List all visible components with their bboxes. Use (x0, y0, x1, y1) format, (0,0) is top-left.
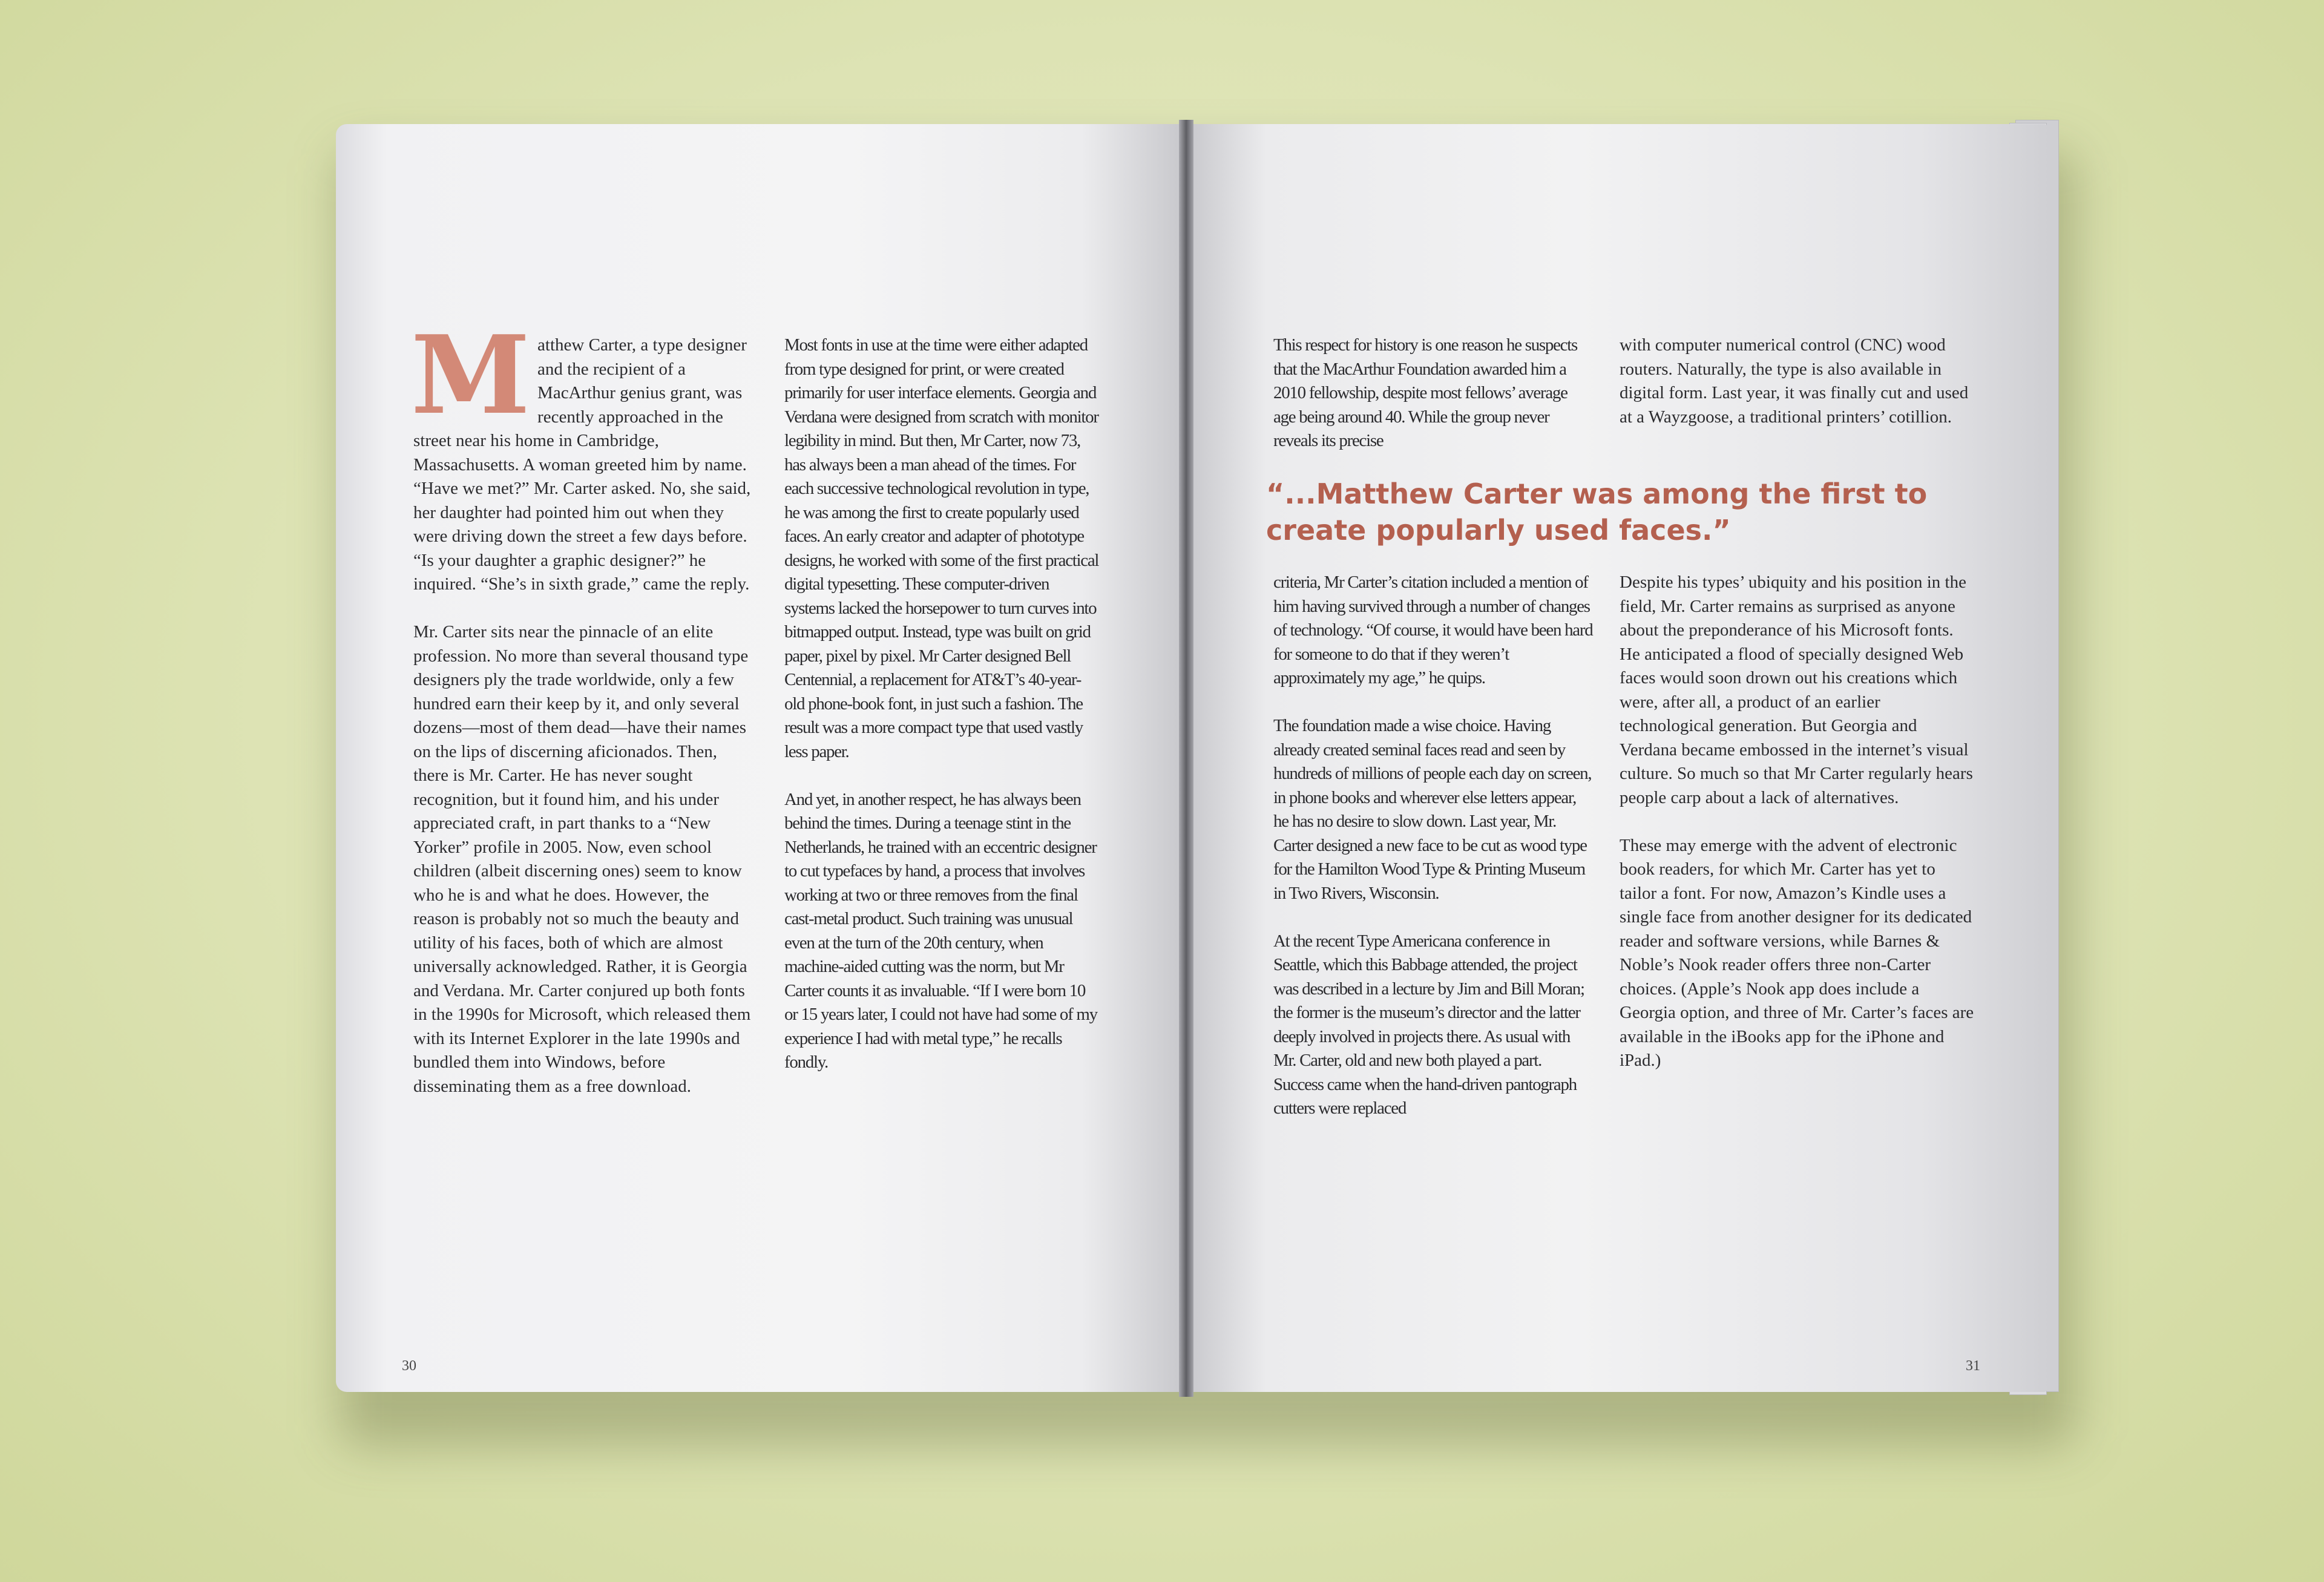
paragraph: At the recent Type Americana conference in Seattle, which this Babbage attended, the project was described in a lecture by Jim and Bill Moran; the former is the museum’s director and the latter deeply involved in projects there. As usual with Mr. Carter, old and new both played a part. Success came when the hand-driven pantograph cutters were replaced (1273, 931, 1584, 1118)
paragraph: with computer numerical control (CNC) wood routers. Naturally, the type is also available in digital form. Last year, it was finally cut and used at a Wayzgoose, a traditional printers’ cotillion. (1620, 335, 1969, 427)
paragraph: And yet, in another respect, he has always been behind the times. During a teenage stint in the Netherlands, he trained with an eccentric designer to cut typefaces by hand, a process that involves working at two or three removes from the final cast-metal product. Such training was unusual even at the turn of the 20th century, when machine-aided cutting was the norm, but Mr Carter counts it as invaluable. “If I were born 10 or 15 years later, I could not have had some of my experience I had with metal type,” he recalls fondly. (784, 789, 1097, 1072)
left-column-1 (411, 312, 752, 1123)
paragraph: Mr. Carter sits near the pinnacle of an elite profession. No more than several thousand type designers ply the trade worldwide, only a few hundred earn their keep by it, and only several dozens—most of them dead—have their names on the lips of discerning aficionados. Then, there is Mr. Carter. He has never sought recognition, but it found him, and his under appreciated craft, in part thanks to a “New Yorker” profile in 2005. Now, even school children (albeit discerning ones) seem to know who he is and what he does. However, the reason is probably not so much the beauty and utility of his faces, both of which are almost universally acknowledged. Rather, it is Georgia and Verdana. Mr. Carter conjured up both fonts in the 1990s for Microsoft, which released them with its Internet Explorer in the late 1990s and bundled them into Windows, before disseminating them as a free download. (413, 622, 751, 1096)
paragraph: The foundation made a wise choice. Having already created seminal faces read and seen by hundreds of millions of people each day on screen, in phone books and wherever else letters appear, he has no desire to slow down. Last year, Mr. Carter designed a new face to be cut as wood type for the Hamilton Wood Type & Printing Museum in Two Rivers, Wisconsin. (1273, 716, 1592, 903)
drop-cap: M (411, 312, 531, 438)
page-number-right: 31 (1966, 1358, 1980, 1374)
paragraph: Despite his types’ ubiquity and his position in the field, Mr. Carter remains as surprised as anyone about the preponderance of his Microsoft fonts. He anticipated a flood of specially designed Web faces would soon drown out his creations which were, after all, a product of an earlier technological generation. But Georgia and Verdana became embossed in the internet’s visual culture. So much so that Mr Carter regularly hears people carp about a lack of alternatives. (1620, 573, 1973, 807)
paragraph: Matthew Carter, a type designer and the recipient of a MacArthur genius grant, was recently approached in the street near his home in Cambridge, Massachusetts. A woman greeted him by name. “Have we met?” Mr. Carter asked. No, she said, her daughter had pointed him out when they were driving down the street a few days before. “Is your daughter a graphic designer?” he inquired. “She’s in sixth grade,” came the reply. (411, 312, 751, 594)
right-column-2 (1620, 571, 1977, 1097)
right-column-1 (1273, 571, 1594, 1144)
right-column-2-top (1620, 333, 1977, 453)
paragraph: Most fonts in use at the time were either adapted from type designed for print, or were created primarily for user interface elements. Georgia and Verdana were designed from scratch with monitor legibility in mind. But then, Mr Carter, now 73, has always been a man ahead of the times. For each successive technological revolution in type, he was among the first to create popularly used faces. An early creator and adapter of phototype designs, he worked with some of the first practical digital typesetting. These computer-driven systems lacked the horsepower to turn curves into bitmapped output. Instead, type was built on grid paper, pixel by pixel. Mr Carter designed Bell Centennial, a replacement for AT&T’s 40-year-old phone-book font, in just such a fashion. The result was a more compact type that used vastly less paper. (784, 335, 1099, 761)
left-column-2 (784, 333, 1099, 1098)
pull-quote: “...Matthew Carter was among the first to create popularly used faces.” (1266, 478, 1928, 546)
paragraph: This respect for history is one reason he suspects that the MacArthur Foundation awarded him a 2010 fellowship, despite most fellows’ average age being around 40. While the group never reveals its precise (1273, 335, 1577, 450)
right-column-1-top (1273, 333, 1588, 477)
page-number-left: 30 (402, 1358, 416, 1374)
paragraph: These may emerge with the advent of electronic book readers, for which Mr. Carter has yet to tailor a font. For now, Amazon’s Kindle uses a single face from another designer for its dedicated reader and software versions, while Barnes & Noble’s Nook reader offers three non-Carter choices. (Apple’s Nook app does include a Georgia option, and three of Mr. Carter’s faces are available in the iBooks app for the iPhone and iPad.) (1620, 835, 1974, 1070)
book-gutter (1179, 120, 1193, 1397)
paragraph: criteria, Mr Carter’s citation included a mention of him having survived through a number of changes of technology. “Of course, it would have been hard for someone to do that if they weren’t approximately my age,” he quips. (1273, 573, 1593, 688)
